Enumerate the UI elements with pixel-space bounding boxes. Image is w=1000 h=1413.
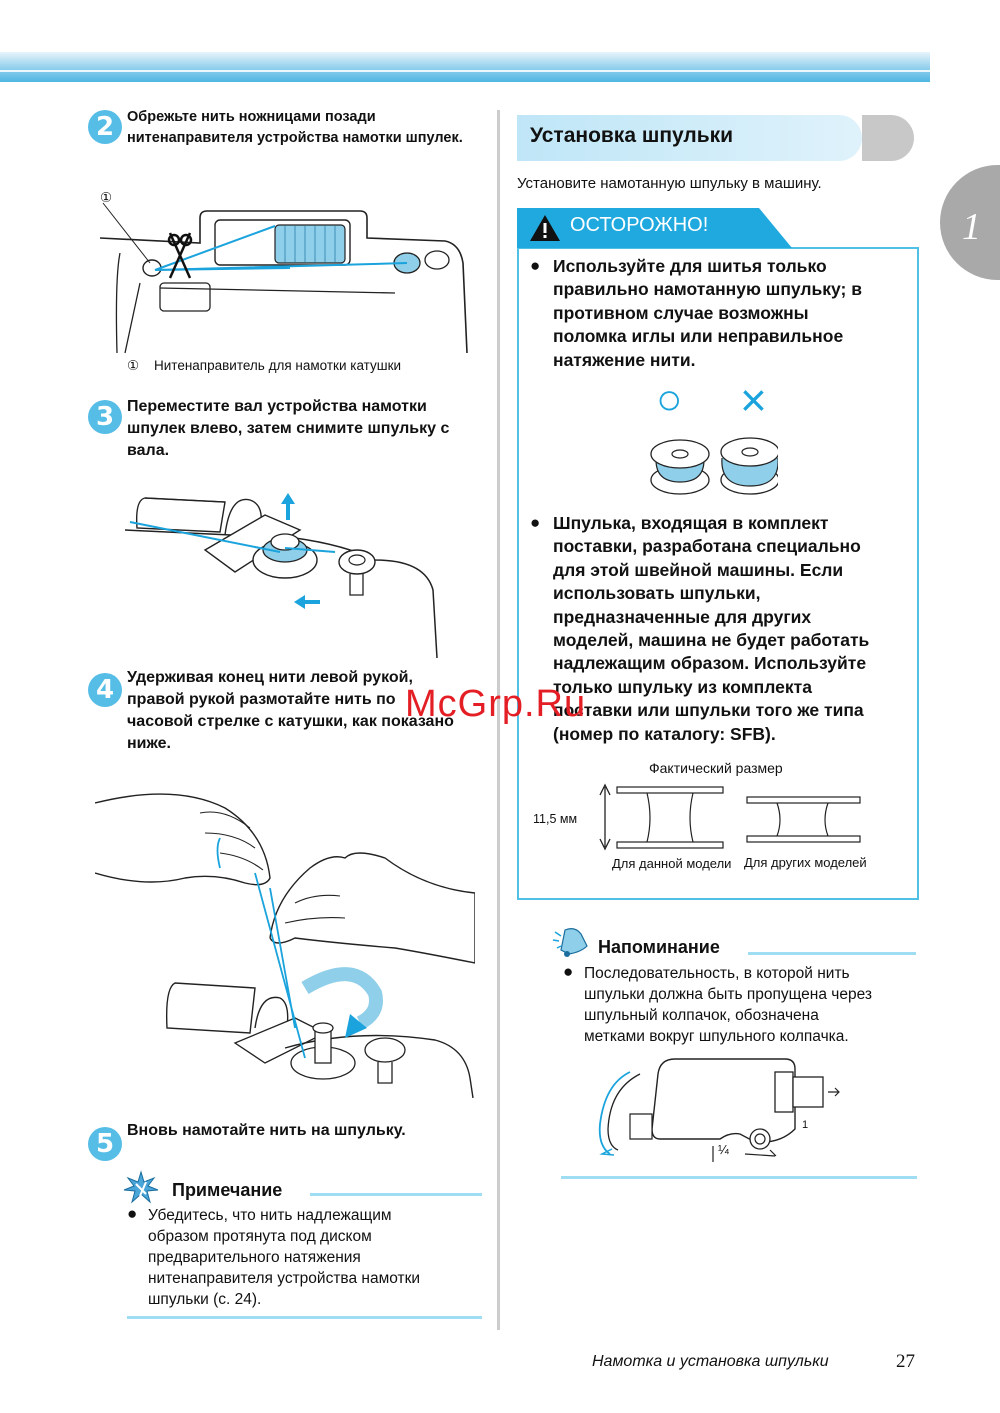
step-4-line-1: Удерживая конец нити левой рукой,	[127, 669, 413, 686]
bobbin-height-label: 11,5 мм	[533, 812, 578, 826]
note-icon	[122, 1170, 160, 1204]
note-line-2: образом протянута под диском	[148, 1228, 372, 1245]
step-3-line-1: Переместите вал устройства намотки	[127, 398, 427, 415]
header-band-line	[0, 70, 930, 72]
step-3-text	[127, 396, 449, 462]
step-4-badge: 4	[88, 673, 122, 707]
section-title: Установка шпульки	[530, 124, 734, 147]
reminder-title-line	[748, 952, 916, 955]
bobbin-case-mark-1: 1	[802, 1119, 809, 1131]
caution-title: ОСТОРОЖНО!	[570, 214, 709, 236]
thread-guide-illustration	[95, 188, 475, 358]
caution-item-2-line-4: использовать шпульки,	[553, 583, 761, 604]
bobbin-size-diagram	[595, 782, 865, 854]
step-2-text	[127, 107, 463, 149]
caution-item-1-line-5: натяжение нити.	[553, 349, 696, 370]
section-intro: Установите намотанную шпульку в машину.	[517, 175, 822, 192]
header-band	[0, 52, 930, 82]
caution-bullet-1: ●	[530, 256, 541, 275]
chapter-number: 1	[962, 206, 981, 248]
reminder-bottom-rule	[561, 1176, 917, 1179]
bobbin-removal-illustration	[125, 490, 445, 660]
size-title: Фактический размер	[649, 760, 783, 776]
reminder-bullet: ●	[563, 962, 574, 981]
caution-bullet-2: ●	[530, 513, 541, 532]
step-3-badge: 3	[88, 400, 122, 434]
step-2-line-2: нитенаправителя устройства намотки шпулек.	[127, 130, 463, 146]
reminder-title: Напоминание	[598, 937, 720, 957]
note-text	[148, 1205, 420, 1310]
caution-item-1-line-3: противном случае возможны	[553, 302, 809, 323]
caution-item-1-line-1: Используйте для шитья только	[553, 256, 827, 276]
step-5-text	[127, 1120, 406, 1141]
figure-1-caption-marker: ①	[127, 358, 140, 373]
caution-item-1-line-2: правильно намотанную шпульку; в	[553, 279, 863, 300]
caution-item-2-line-9: поставки или шпульки того же типа	[553, 700, 864, 721]
bobbin-case-mark-quarter: ¼	[718, 1142, 729, 1157]
figure-1-caption: Нитенаправитель для намотки катушки	[154, 358, 402, 373]
reminder-line-2: шпульки должна быть пропущена через	[584, 986, 872, 1003]
caution-item-2-line-7: надлежащим образом. Используйте	[553, 653, 867, 674]
reminder-line-1: Последовательность, в которой нить	[584, 965, 850, 982]
step-4-line-2: правой рукой размотайте нить по	[127, 691, 396, 708]
caution-item-2-line-6: моделей, машина не будет работать	[553, 630, 870, 651]
watermark: McGrp.Ru	[405, 683, 587, 725]
note-line-1: Убедитесь, что нить надлежащим	[148, 1207, 392, 1224]
reminder-text	[584, 963, 872, 1047]
caution-item-2-line-5: предназначенные для других	[553, 606, 812, 627]
note-line-4: нитенаправителя устройства намотки	[148, 1270, 421, 1287]
figure-1-marker: ①	[100, 190, 113, 205]
note-line-3: предварительного натяжения	[148, 1249, 361, 1266]
note-title-line	[310, 1193, 482, 1196]
bell-icon	[551, 924, 593, 960]
caution-item-2-line-10: (номер по каталогу: SFB).	[553, 723, 776, 744]
step-2-line-1: Обрежьте нить ножницами позади	[127, 109, 376, 125]
step-3-line-2: шпулек влево, затем снимите шпульку с	[127, 420, 450, 437]
bobbin-case-illustration	[580, 1054, 850, 1169]
reminder-line-3: шпульный колпачок, обозначена	[584, 1007, 819, 1024]
bobbin-comparison-illustration	[648, 432, 778, 498]
step-4-line-4: ниже.	[127, 735, 171, 752]
label-other-models: Для других моделей	[744, 855, 867, 870]
caution-item-1	[553, 255, 862, 372]
incorrect-mark: ×	[740, 374, 767, 426]
hands-unwind-illustration	[95, 778, 475, 1098]
note-bottom-rule	[127, 1316, 482, 1319]
warning-icon	[528, 213, 562, 243]
correct-mark: ○	[656, 375, 683, 424]
reminder-line-4: метками вокруг шпульного колпачка.	[584, 1028, 849, 1045]
label-this-model: Для данной модели	[612, 856, 732, 871]
caution-item-2-line-3: для этой швейной машины. Если	[553, 559, 844, 580]
step-3-line-3: вала.	[127, 442, 170, 459]
page-number: 27	[896, 1351, 915, 1372]
footer-title: Намотка и установка шпульки	[592, 1353, 829, 1370]
note-title: Примечание	[172, 1180, 283, 1200]
caution-item-2	[553, 512, 869, 746]
caution-item-1-line-4: поломка иглы или неправильное	[553, 326, 844, 347]
note-line-5: шпульки (с. 24).	[148, 1291, 262, 1308]
step-5-badge: 5	[88, 1127, 122, 1161]
step-5-line-1: Вновь намотайте нить на шпульку.	[127, 1122, 406, 1139]
step-2-badge: 2	[88, 110, 122, 144]
step-4-line-3: часовой стрелке с катушки, как показано	[127, 713, 454, 730]
note-bullet: ●	[127, 1204, 138, 1223]
caution-item-2-line-1: Шпулька, входящая в комплект	[553, 513, 829, 533]
section-tab-end	[862, 115, 914, 161]
caution-item-2-line-2: поставки, разработана специально	[553, 536, 861, 557]
caution-item-2-line-8: только шпульку из комплекта	[553, 676, 812, 697]
